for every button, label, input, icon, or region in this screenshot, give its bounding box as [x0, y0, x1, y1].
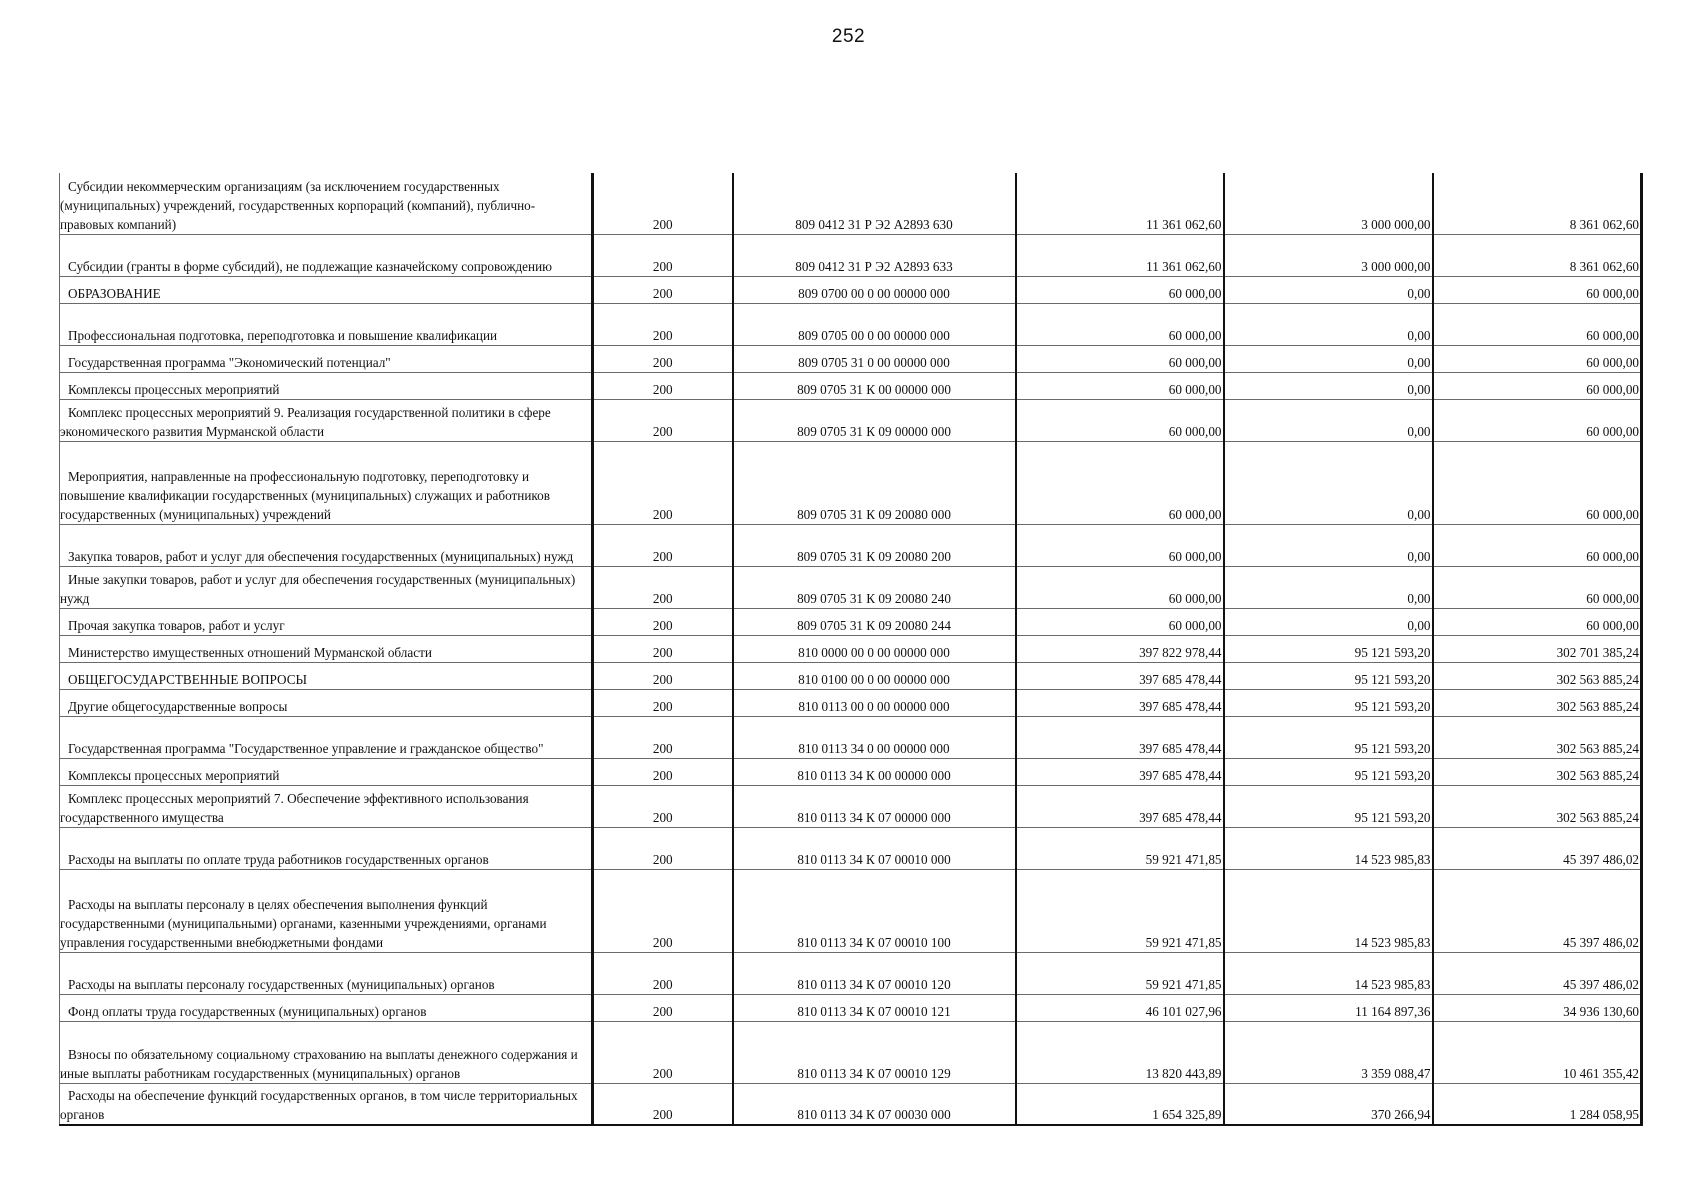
row-name: Профессиональная подготовка, переподготовка и повышение квалификации [68, 327, 498, 343]
row-name: Министерство имущественных отношений Мурманской области [68, 644, 432, 660]
row-name-cell [60, 785, 593, 827]
row-kbk: 810 0100 00 0 00 00000 000 [733, 662, 1016, 689]
row-code: 200 [593, 994, 733, 1021]
row-name: Иные закупки товаров, работ и услуг для обеспечения государственных (муниципальных) нужд [60, 571, 576, 606]
table-row [60, 566, 1642, 608]
row-kbk: 810 0113 34 К 07 00000 000 [733, 785, 1016, 827]
row-code: 200 [593, 952, 733, 994]
row-name: ОБРАЗОВАНИЕ [68, 285, 161, 301]
row-name-cell [60, 689, 593, 716]
row-kbk: 810 0113 34 К 07 00010 121 [733, 994, 1016, 1021]
row-code: 200 [593, 441, 733, 524]
row-executed: 0,00 [1224, 608, 1433, 635]
row-approved: 11 361 062,60 [1016, 234, 1224, 276]
row-remaining: 10 461 355,42 [1433, 1021, 1642, 1083]
page-number: 252 [831, 26, 866, 47]
row-executed: 95 121 593,20 [1224, 689, 1433, 716]
row-kbk: 810 0113 34 0 00 00000 000 [733, 716, 1016, 758]
row-remaining: 302 563 885,24 [1433, 716, 1642, 758]
row-name: Фонд оплаты труда государственных (муниципальных) органов [68, 1003, 427, 1019]
row-code: 200 [593, 173, 733, 234]
table-row [60, 441, 1642, 524]
table-row [60, 635, 1642, 662]
row-code: 200 [593, 276, 733, 303]
row-approved: 397 685 478,44 [1016, 662, 1224, 689]
row-remaining: 1 284 058,95 [1433, 1083, 1642, 1125]
row-remaining: 302 563 885,24 [1433, 758, 1642, 785]
row-kbk: 809 0705 31 К 09 20080 240 [733, 566, 1016, 608]
row-approved: 60 000,00 [1016, 372, 1224, 399]
row-name: Субсидии (гранты в форме субсидий), не подлежащие казначейскому сопровождению [68, 258, 552, 274]
row-name: Комплекс процессных мероприятий 7. Обеспечение эффективного использования государственного имущества [60, 790, 529, 825]
row-executed: 14 523 985,83 [1224, 827, 1433, 869]
row-remaining: 302 563 885,24 [1433, 662, 1642, 689]
row-code: 200 [593, 785, 733, 827]
row-executed: 95 121 593,20 [1224, 716, 1433, 758]
table-row [60, 524, 1642, 566]
row-executed: 3 000 000,00 [1224, 234, 1433, 276]
row-approved: 60 000,00 [1016, 566, 1224, 608]
table-row [60, 994, 1642, 1021]
row-name-cell [60, 234, 593, 276]
row-name-cell [60, 566, 593, 608]
table-row [60, 608, 1642, 635]
table-row [60, 234, 1642, 276]
row-remaining: 45 397 486,02 [1433, 869, 1642, 952]
row-executed: 95 121 593,20 [1224, 662, 1433, 689]
row-executed: 14 523 985,83 [1224, 952, 1433, 994]
budget-table [59, 173, 1643, 1126]
row-code: 200 [593, 1021, 733, 1083]
row-approved: 46 101 027,96 [1016, 994, 1224, 1021]
row-approved: 1 654 325,89 [1016, 1083, 1224, 1125]
row-approved: 397 685 478,44 [1016, 785, 1224, 827]
row-name: Государственная программа "Государственное управление и гражданское общество" [68, 740, 544, 756]
row-name-cell [60, 608, 593, 635]
row-remaining: 60 000,00 [1433, 303, 1642, 345]
table-row [60, 345, 1642, 372]
row-kbk: 810 0113 34 К 07 00010 100 [733, 869, 1016, 952]
row-name-cell [60, 716, 593, 758]
row-approved: 397 822 978,44 [1016, 635, 1224, 662]
row-remaining: 60 000,00 [1433, 566, 1642, 608]
row-name-cell [60, 994, 593, 1021]
row-name: Расходы на обеспечение функций государственных органов, в том числе территориальных органов [60, 1088, 578, 1122]
row-remaining: 60 000,00 [1433, 441, 1642, 524]
row-executed: 0,00 [1224, 566, 1433, 608]
row-remaining: 60 000,00 [1433, 524, 1642, 566]
row-approved: 59 921 471,85 [1016, 869, 1224, 952]
row-name-cell [60, 524, 593, 566]
row-remaining: 45 397 486,02 [1433, 827, 1642, 869]
row-approved: 59 921 471,85 [1016, 952, 1224, 994]
row-name-cell [60, 173, 593, 234]
row-remaining: 45 397 486,02 [1433, 952, 1642, 994]
row-name-cell [60, 662, 593, 689]
row-approved: 60 000,00 [1016, 345, 1224, 372]
row-code: 200 [593, 608, 733, 635]
row-executed: 3 000 000,00 [1224, 173, 1433, 234]
table-row [60, 173, 1642, 234]
row-remaining: 60 000,00 [1433, 345, 1642, 372]
row-approved: 397 685 478,44 [1016, 758, 1224, 785]
row-remaining: 34 936 130,60 [1433, 994, 1642, 1021]
table-row [60, 303, 1642, 345]
row-kbk: 809 0705 31 К 09 20080 000 [733, 441, 1016, 524]
row-remaining: 8 361 062,60 [1433, 234, 1642, 276]
row-executed: 370 266,94 [1224, 1083, 1433, 1125]
row-executed: 95 121 593,20 [1224, 758, 1433, 785]
row-name: Государственная программа "Экономический потенциал" [68, 354, 391, 370]
row-executed: 11 164 897,36 [1224, 994, 1433, 1021]
row-kbk: 809 0705 31 К 00 00000 000 [733, 372, 1016, 399]
row-kbk: 809 0700 00 0 00 00000 000 [733, 276, 1016, 303]
row-executed: 0,00 [1224, 441, 1433, 524]
row-remaining: 302 701 385,24 [1433, 635, 1642, 662]
row-kbk: 809 0705 31 К 09 20080 244 [733, 608, 1016, 635]
row-name: Прочая закупка товаров, работ и услуг [68, 617, 285, 633]
row-executed: 0,00 [1224, 276, 1433, 303]
row-code: 200 [593, 758, 733, 785]
row-name-cell [60, 635, 593, 662]
table-row [60, 827, 1642, 869]
row-code: 200 [593, 869, 733, 952]
table-row [60, 399, 1642, 441]
row-kbk: 810 0113 34 К 07 00010 129 [733, 1021, 1016, 1083]
row-name-cell [60, 952, 593, 994]
row-name-cell [60, 303, 593, 345]
row-executed: 0,00 [1224, 303, 1433, 345]
row-executed: 0,00 [1224, 399, 1433, 441]
row-kbk: 810 0113 34 К 00 00000 000 [733, 758, 1016, 785]
row-kbk: 809 0705 31 0 00 00000 000 [733, 345, 1016, 372]
row-kbk: 809 0705 00 0 00 00000 000 [733, 303, 1016, 345]
row-executed: 3 359 088,47 [1224, 1021, 1433, 1083]
row-approved: 397 685 478,44 [1016, 689, 1224, 716]
table-row [60, 1083, 1642, 1125]
row-code: 200 [593, 662, 733, 689]
row-executed: 95 121 593,20 [1224, 635, 1433, 662]
row-name: ОБЩЕГОСУДАРСТВЕННЫЕ ВОПРОСЫ [68, 671, 307, 687]
row-name: Расходы на выплаты по оплате труда работников государственных органов [68, 851, 489, 867]
row-name: Закупка товаров, работ и услуг для обеспечения государственных (муниципальных) нужд [68, 548, 574, 564]
row-approved: 60 000,00 [1016, 441, 1224, 524]
row-name-cell [60, 441, 593, 524]
row-approved: 60 000,00 [1016, 524, 1224, 566]
row-name: Расходы на выплаты персоналу государственных (муниципальных) органов [68, 976, 495, 992]
row-approved: 13 820 443,89 [1016, 1021, 1224, 1083]
row-name-cell [60, 1083, 593, 1125]
row-name-cell [60, 869, 593, 952]
row-code: 200 [593, 1083, 733, 1125]
row-code: 200 [593, 716, 733, 758]
row-approved: 60 000,00 [1016, 399, 1224, 441]
table-row [60, 952, 1642, 994]
table-row [60, 785, 1642, 827]
row-executed: 0,00 [1224, 345, 1433, 372]
row-kbk: 810 0113 34 К 07 00030 000 [733, 1083, 1016, 1125]
row-remaining: 8 361 062,60 [1433, 173, 1642, 234]
row-code: 200 [593, 303, 733, 345]
row-remaining: 302 563 885,24 [1433, 785, 1642, 827]
row-code: 200 [593, 345, 733, 372]
table-row [60, 689, 1642, 716]
table-row [60, 1021, 1642, 1083]
row-name: Комплексы процессных мероприятий [68, 381, 280, 397]
row-name: Комплексы процессных мероприятий [68, 767, 280, 783]
row-kbk: 809 0705 31 К 09 20080 200 [733, 524, 1016, 566]
row-remaining: 60 000,00 [1433, 608, 1642, 635]
row-approved: 60 000,00 [1016, 303, 1224, 345]
row-name-cell [60, 399, 593, 441]
row-name-cell [60, 276, 593, 303]
row-code: 200 [593, 689, 733, 716]
row-remaining: 60 000,00 [1433, 399, 1642, 441]
row-name-cell [60, 372, 593, 399]
row-name: Мероприятия, направленные на профессиональную подготовку, переподготовку и повышение квалификации государственных (муниципальных) служащих и работников государственных (муниципальных) учреждений [60, 468, 550, 522]
row-name-cell [60, 758, 593, 785]
table-row [60, 716, 1642, 758]
row-approved: 59 921 471,85 [1016, 827, 1224, 869]
row-name: Комплекс процессных мероприятий 9. Реализация государственной политики в сфере экономического развития Мурманской области [60, 404, 551, 439]
row-code: 200 [593, 827, 733, 869]
row-kbk: 809 0412 31 Р Э2 А2893 630 [733, 173, 1016, 234]
table-row [60, 662, 1642, 689]
row-code: 200 [593, 635, 733, 662]
row-kbk: 809 0412 31 Р Э2 А2893 633 [733, 234, 1016, 276]
table-row [60, 869, 1642, 952]
row-name: Расходы на выплаты персоналу в целях обеспечения выполнения функций государственными (муниципальными) органами, казенными учреждениями, органами управления государственными внебюджетными фондами [60, 896, 547, 950]
table-row [60, 276, 1642, 303]
row-name-cell [60, 1021, 593, 1083]
row-executed: 0,00 [1224, 372, 1433, 399]
table-row [60, 758, 1642, 785]
row-kbk: 809 0705 31 К 09 00000 000 [733, 399, 1016, 441]
row-name-cell [60, 345, 593, 372]
row-kbk: 810 0113 00 0 00 00000 000 [733, 689, 1016, 716]
row-code: 200 [593, 566, 733, 608]
row-kbk: 810 0113 34 К 07 00010 120 [733, 952, 1016, 994]
row-code: 200 [593, 399, 733, 441]
row-remaining: 60 000,00 [1433, 276, 1642, 303]
row-name: Другие общегосударственные вопросы [68, 698, 288, 714]
row-approved: 60 000,00 [1016, 608, 1224, 635]
row-name: Взносы по обязательному социальному страхованию на выплаты денежного содержания и иные выплаты работникам государственных (муниципальных) органов [60, 1046, 578, 1081]
row-code: 200 [593, 234, 733, 276]
row-name: Субсидии некоммерческим организациям (за исключением государственных (муниципальных) учреждений, государственных корпораций (компаний), публично-правовых компаний) [60, 178, 536, 232]
row-code: 200 [593, 372, 733, 399]
row-remaining: 302 563 885,24 [1433, 689, 1642, 716]
row-name-cell [60, 827, 593, 869]
row-code: 200 [593, 524, 733, 566]
row-executed: 0,00 [1224, 524, 1433, 566]
row-approved: 397 685 478,44 [1016, 716, 1224, 758]
table-row [60, 372, 1642, 399]
row-approved: 11 361 062,60 [1016, 173, 1224, 234]
row-executed: 14 523 985,83 [1224, 869, 1433, 952]
row-approved: 60 000,00 [1016, 276, 1224, 303]
row-executed: 95 121 593,20 [1224, 785, 1433, 827]
row-remaining: 60 000,00 [1433, 372, 1642, 399]
row-kbk: 810 0000 00 0 00 00000 000 [733, 635, 1016, 662]
row-kbk: 810 0113 34 К 07 00010 000 [733, 827, 1016, 869]
